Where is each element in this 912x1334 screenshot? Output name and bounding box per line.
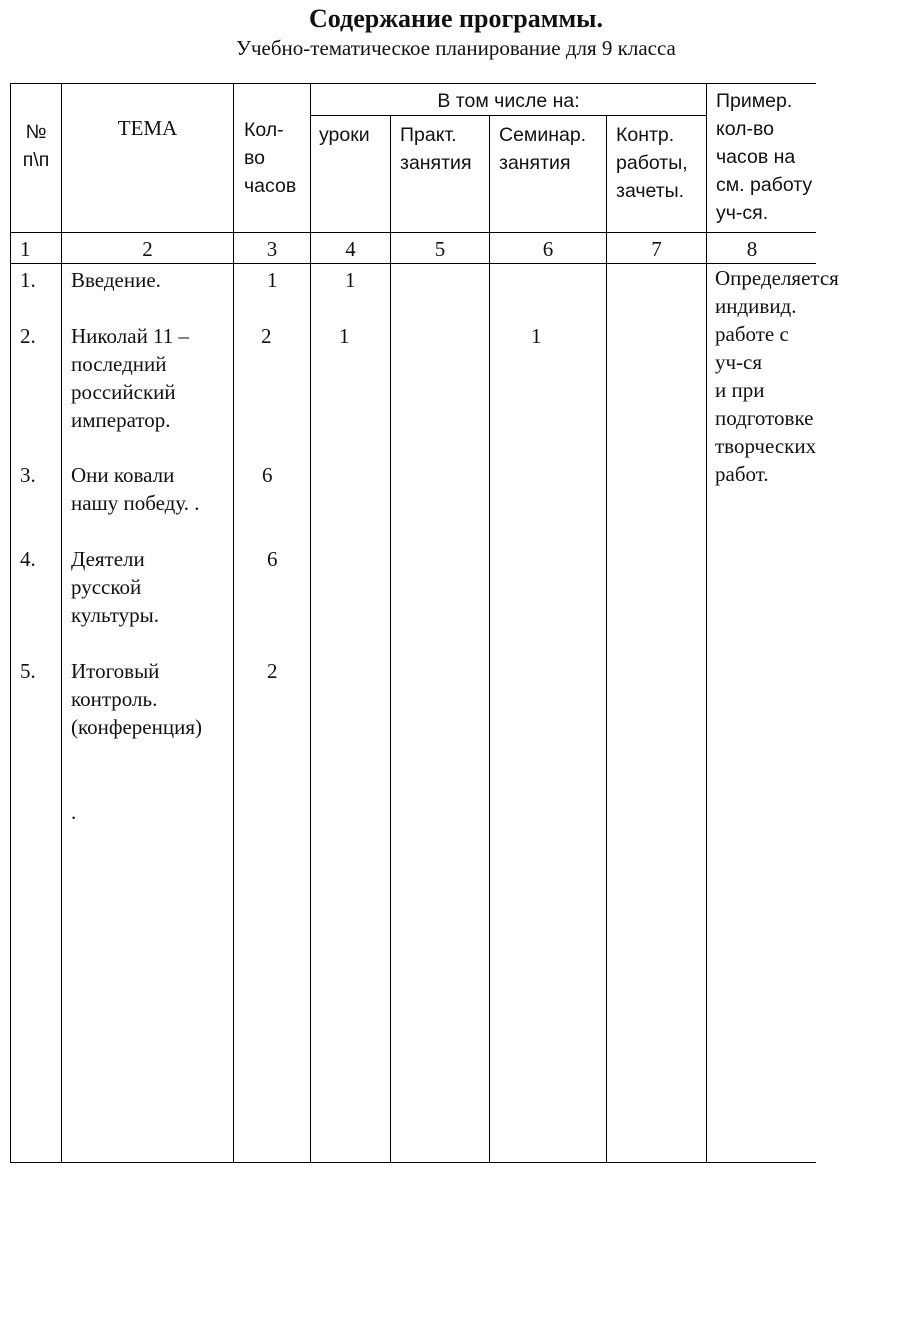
row-num: 2.	[20, 324, 36, 348]
row-topic: Они ковали нашу победу. .	[71, 463, 200, 515]
header-hours: Кол- во часов	[244, 119, 297, 197]
col-divider	[489, 115, 490, 1163]
table-border-left	[10, 83, 11, 1163]
header-lessons: уроки	[319, 124, 370, 146]
row-num: 3.	[20, 463, 36, 487]
table-border-top	[10, 83, 816, 84]
row-num: 4.	[20, 547, 36, 571]
row-topic: Николай 11 – последний российский император.	[71, 324, 190, 432]
col-number: 8	[746, 237, 758, 261]
col-divider	[606, 115, 607, 1163]
row-hours: 1	[267, 268, 278, 292]
col-number: 3	[266, 237, 278, 261]
row-hours: 2	[261, 324, 272, 348]
independent-work-note: Определяется индивид. работе с уч-ся и при подготовке творческих работ.	[715, 266, 839, 486]
row-hours: 2	[267, 659, 278, 683]
trailing-dot: .	[71, 800, 77, 824]
col-number: 7	[651, 237, 662, 261]
header-practical: Практ. занятия	[400, 124, 472, 174]
col-number: 4	[345, 237, 356, 261]
header-topic: ТЕМА	[117, 116, 178, 140]
header-num: № п\п	[22, 121, 50, 171]
row-seminar: 1	[531, 324, 542, 348]
row-num: 1.	[20, 268, 36, 292]
row-topic: Введение.	[71, 268, 161, 292]
header-bottom-line	[10, 232, 816, 233]
row-topic: Деятели русской культуры.	[71, 547, 159, 627]
header-independent: Пример. кол-во часов на см. работу уч-ся.	[716, 90, 813, 224]
col-number: 2	[142, 237, 153, 261]
row-lessons: 1	[345, 268, 356, 292]
col-number: 1	[20, 237, 31, 261]
page-subtitle: Учебно-тематическое планирование для 9 класса	[236, 36, 676, 60]
row-lessons: 1	[339, 324, 350, 348]
header-including: В том числе на:	[437, 90, 580, 112]
page-title: Содержание программы.	[309, 4, 603, 33]
table-border-bottom	[10, 1162, 816, 1163]
row-hours: 6	[267, 547, 278, 571]
col-number: 6	[542, 237, 554, 261]
row-num: 5.	[20, 659, 36, 683]
row-topic: Итоговый контроль. (конференция)	[71, 659, 202, 739]
subheader-divider	[310, 115, 706, 116]
header-tests: Контр. работы, зачеты.	[616, 124, 688, 202]
header-seminar: Семинар. занятия	[499, 124, 587, 174]
col-divider	[390, 115, 391, 1163]
row-hours: 6	[262, 463, 273, 487]
number-row-bottom-line	[10, 263, 816, 264]
col-number: 5	[434, 237, 446, 261]
